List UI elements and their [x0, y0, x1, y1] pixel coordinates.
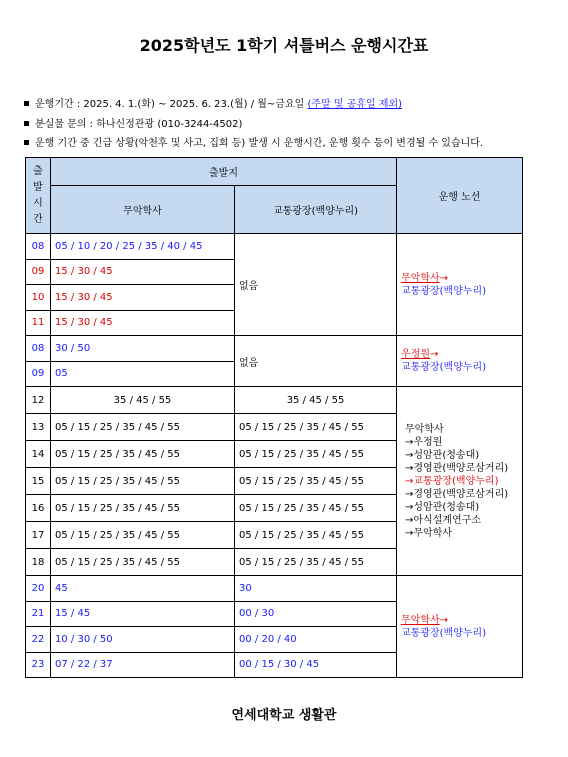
times-cell: 35 / 45 / 55 [235, 387, 397, 414]
bullet-icon [24, 121, 29, 126]
times-cell: 10 / 30 / 50 [51, 627, 235, 653]
times-cell: 00 / 30 [235, 601, 397, 627]
times-cell: 00 / 20 / 40 [235, 627, 397, 653]
times-cell: 05 / 15 / 25 / 35 / 45 / 55 [51, 495, 235, 522]
hour-cell: 13 [26, 414, 51, 441]
times-cell: 15 / 45 [51, 601, 235, 627]
bullet-icon [24, 101, 29, 106]
times-cell: 05 / 15 / 25 / 35 / 45 / 55 [51, 522, 235, 549]
times-cell: 35 / 45 / 55 [51, 387, 235, 414]
route-2: 우정원→ 교통광장(백양누리) [397, 336, 523, 387]
none-cell: 없음 [235, 234, 397, 336]
hour-cell: 12 [26, 387, 51, 414]
route-4: 무악학사→ 교통광장(백양누리) [397, 576, 523, 678]
hour-cell: 10 [26, 285, 51, 311]
times-cell: 05 / 15 / 25 / 35 / 45 / 55 [235, 414, 397, 441]
times-cell: 07 / 22 / 37 [51, 652, 235, 678]
hour-cell: 14 [26, 441, 51, 468]
hour-cell: 15 [26, 468, 51, 495]
hour-cell: 18 [26, 549, 51, 576]
hour-cell: 22 [26, 627, 51, 653]
times-cell: 05 / 15 / 25 / 35 / 45 / 55 [51, 468, 235, 495]
times-cell: 05 / 10 / 20 / 25 / 35 / 40 / 45 [51, 234, 235, 260]
hour-cell: 08 [26, 234, 51, 260]
hour-cell: 16 [26, 495, 51, 522]
hour-cell: 21 [26, 601, 51, 627]
bullet-icon [24, 140, 29, 145]
notice-text: 운행 기간 중 긴급 상황(악천후 및 사고, 집회 등) 발생 시 운행시간, 운행 횟수 등이 변경될 수 있습니다. [35, 138, 484, 149]
info-notice [24, 137, 483, 151]
hour-cell: 11 [26, 310, 51, 336]
hour-cell: 08 [26, 336, 51, 362]
header-plaza: 교통광장(백양누리) [235, 186, 397, 234]
times-cell: 45 [51, 576, 235, 602]
times-cell: 05 / 15 / 25 / 35 / 45 / 55 [51, 441, 235, 468]
info-period [24, 98, 402, 112]
header-route: 운행 노선 [397, 158, 523, 234]
schedule-table [25, 157, 523, 678]
header-origin: 출발지 [51, 158, 397, 186]
times-cell: 15 / 30 / 45 [51, 285, 235, 311]
times-cell: 15 / 30 / 45 [51, 259, 235, 285]
hour-cell: 09 [26, 259, 51, 285]
times-cell: 15 / 30 / 45 [51, 310, 235, 336]
times-cell: 05 / 15 / 25 / 35 / 45 / 55 [235, 522, 397, 549]
times-cell: 05 / 15 / 25 / 35 / 45 / 55 [51, 549, 235, 576]
times-cell: 05 / 15 / 25 / 35 / 45 / 55 [51, 414, 235, 441]
header-hour: 출 발 시 간 [26, 158, 51, 234]
period-text: 운행기간 : 2025. 4. 1.(화) ~ 2025. 6. 23.(월) / 월~금요일 [35, 99, 305, 110]
times-cell: 05 / 15 / 25 / 35 / 45 / 55 [235, 468, 397, 495]
times-cell: 05 [51, 361, 235, 387]
header-muak: 무악학사 [51, 186, 235, 234]
route-1: 무악학사→ 교통광장(백양누리) [397, 234, 523, 336]
hour-cell: 09 [26, 361, 51, 387]
page-title: 2025학년도 1학기 셔틀버스 운행시간표 [139, 36, 429, 55]
hour-cell: 20 [26, 576, 51, 602]
times-cell: 30 / 50 [51, 336, 235, 362]
times-cell: 30 [235, 576, 397, 602]
times-cell: 05 / 15 / 25 / 35 / 45 / 55 [235, 495, 397, 522]
lost-found-text: 분실물 문의 : 하나신정관광 (010-3244-4502) [35, 119, 243, 130]
hour-cell: 17 [26, 522, 51, 549]
none-cell: 없음 [235, 336, 397, 387]
hour-cell: 23 [26, 652, 51, 678]
period-note-link[interactable]: (주말 및 공휴일 제외) [307, 99, 403, 110]
times-cell: 00 / 15 / 30 / 45 [235, 652, 397, 678]
info-lost-found [24, 118, 242, 132]
times-cell: 05 / 15 / 25 / 35 / 45 / 55 [235, 441, 397, 468]
route-3: 무악학사 →우정원 →성암관(청송대) →경영관(백양로삼거리) →교통광장(백양누리) →경영관(백양로삼거리) →성암관(청송대) →아식설계연구소 →무악학사 [397, 387, 523, 576]
footer-org: 연세대학교 생활관 [231, 708, 337, 723]
times-cell: 05 / 15 / 25 / 35 / 45 / 55 [235, 549, 397, 576]
